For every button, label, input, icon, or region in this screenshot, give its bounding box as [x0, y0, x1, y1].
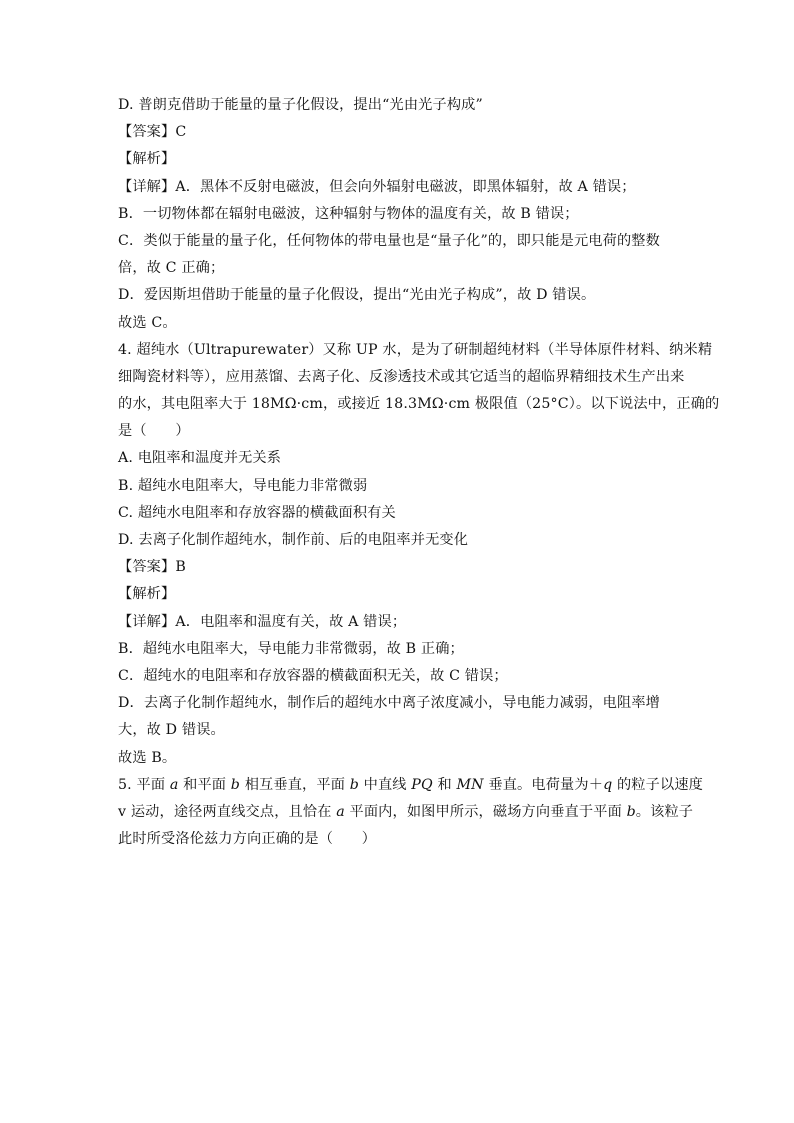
q5-text: 相互垂直，平面 — [240, 776, 350, 793]
q5-text: 和 — [432, 776, 457, 793]
q3-detail-a: 【详解】A．黑体不反射电磁波，但会向外辐射电磁波，即黑体辐射，故 A 错误； — [118, 178, 636, 195]
q5-plane-b: b — [230, 776, 241, 793]
q5-text: 的粒子以速度 — [612, 776, 703, 793]
q4-stem-line3: 的水，其电阻率大于 18MΩ·cm，或接近 18.3MΩ·cm 极限值（25°C）。以下说法中，正确的 — [118, 396, 720, 413]
q5-line-pq: PQ — [411, 776, 433, 793]
q4-option-b: B. 超纯水电阻率大，导电能力非常微弱 — [118, 477, 368, 494]
document-content — [118, 92, 720, 853]
q5-plane-b: b — [349, 776, 359, 793]
q4-detail-d-line2: 大，故 D 错误。 — [118, 722, 225, 739]
q4-stem-line4: 是（ ） — [118, 423, 190, 440]
q5-text: 平面内，如图甲所示，磁场方向垂直于平面 — [344, 803, 627, 820]
q5-text: 5. 平面 — [118, 776, 170, 793]
q5-stem-line2 — [118, 799, 694, 826]
q3-analysis-heading: 【解析】 — [118, 151, 176, 168]
q5-line-mn: MN — [456, 776, 484, 793]
q3-detail-c-line1: C．类似于能量的量子化，任何物体的带电量也是“量子化”的，即只能是元电荷的整数 — [118, 232, 660, 249]
q4-detail-a: 【详解】A．电阻率和温度有关，故 A 错误； — [118, 613, 407, 630]
q5-text: 中直线 — [358, 776, 412, 793]
q5-text: 和平面 — [178, 776, 231, 793]
q3-option-d: D. 普朗克借助于能量的量子化假设，提出“光由光子构成” — [118, 97, 483, 113]
q4-detail-b: B．超纯水电阻率大，导电能力非常微弱，故 B 正确； — [118, 640, 464, 657]
q5-plane-a: a — [336, 803, 345, 820]
q3-answer: 【答案】C — [118, 124, 187, 141]
q3-detail-d: D．爱因斯坦借助于能量的量子化假设，提出“光由光子构成”，故 D 错误。 — [118, 287, 596, 304]
q5-stem-line3: 此时所受洛伦兹力方向正确的是（ ） — [118, 831, 377, 848]
q4-analysis-heading: 【解析】 — [118, 586, 176, 603]
q3-conclusion: 故选 C。 — [118, 314, 177, 331]
q3-detail-c-line2: 倍，故 C 正确； — [118, 260, 225, 277]
q4-conclusion: 故选 B。 — [118, 749, 177, 766]
q4-option-c: C. 超纯水电阻率和存放容器的横截面积有关 — [118, 504, 396, 521]
q5-plane-a: a — [169, 776, 179, 793]
q4-detail-c: C．超纯水的电阻率和存放容器的横截面积无关，故 C 错误； — [118, 667, 508, 684]
q5-plane-b: b — [626, 803, 636, 820]
q4-option-d: D. 去离子化制作超纯水，制作前、后的电阻率并无变化 — [118, 532, 469, 548]
q5-charge-q: q — [603, 776, 613, 793]
q5-text: 。该粒子 — [635, 803, 694, 820]
q3-detail-b: B．一切物体都在辐射电磁波，这种辐射与物体的温度有关，故 B 错误； — [118, 205, 579, 222]
q4-option-a: A. 电阻率和温度并无关系 — [118, 450, 282, 467]
q5-text: 垂直。电荷量为＋ — [483, 776, 604, 793]
q4-stem-line1: 4. 超纯水（Ultrapurewater）又称 UP 水，是为了研制超纯材料（半导体原件材料、纳米精 — [118, 341, 713, 358]
q4-answer: 【答案】B — [118, 559, 186, 576]
q5-text: v 运动，途径两直线交点，且恰在 — [118, 803, 337, 820]
q4-stem-line2: 细陶瓷材料等），应用蒸馏、去离子化、反渗透技术或其它适当的超临界精细技术生产出来 — [118, 368, 685, 385]
q5-stem-line1 — [118, 772, 703, 799]
q4-detail-d-line1: D．去离子化制作超纯水，制作后的超纯水中离子浓度减小，导电能力减弱，电阻率增 — [118, 695, 661, 712]
